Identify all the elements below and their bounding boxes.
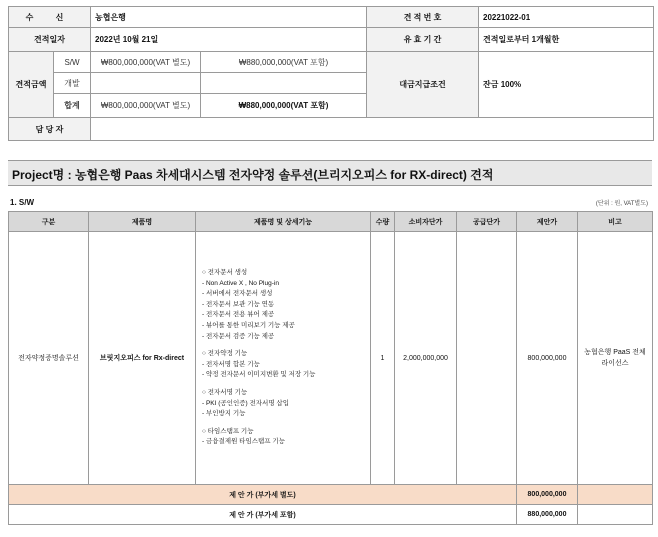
- manager-value: [91, 118, 654, 141]
- spec-group: [202, 268, 364, 342]
- quote-date-label: 견적일자: [9, 28, 91, 52]
- amount-dev-ex-vat: [91, 73, 201, 94]
- spec-group-title: ○ 전자서명 기능: [202, 388, 248, 396]
- validity-label: 유 효 기 간: [367, 28, 479, 52]
- col-header-note: 비고: [578, 212, 653, 232]
- recipient-value: 농협은행: [91, 7, 367, 28]
- project-title: Project명 : 농협은행 Paas 차세대시스템 전자약정 솔루션(브리지오피스 for RX-direct) 견적: [8, 160, 652, 186]
- col-header-proposal-price: 제안가: [517, 212, 578, 232]
- manager-label: 담 당 자: [9, 118, 91, 141]
- col-header-qty: 수량: [371, 212, 395, 232]
- row-consumer-price: 2,000,000,000: [395, 232, 457, 485]
- summary-row-ex-vat: [9, 485, 653, 505]
- payment-terms-value: 잔금 100%: [479, 52, 654, 118]
- row-product: 브릿지오피스 for Rx-direct: [89, 232, 196, 485]
- spec-item: - 약정 전자문서 이미지변환 및 저장 기능: [202, 371, 316, 379]
- spec-group-title: ○ 타임스탬프 기능: [202, 427, 254, 435]
- quote-number-label: 견 적 번 호: [367, 7, 479, 28]
- quote-detail-table: [8, 211, 653, 525]
- amount-row-total-label: 합계: [54, 94, 91, 118]
- spec-item: - 부인방지 기능: [202, 410, 246, 418]
- spec-group: [202, 388, 364, 420]
- table-row: [9, 232, 653, 485]
- col-header-category: 구분: [9, 212, 89, 232]
- amount-row-sw-label: S/W: [54, 52, 91, 73]
- spec-item: - PKI (공인인증) 전자서명 삽입: [202, 399, 289, 407]
- amount-total-ex-vat: ₩800,000,000(VAT 별도): [91, 94, 201, 118]
- recipient-label: 수 신: [9, 7, 91, 28]
- summary-value-ex-vat: 800,000,000: [517, 485, 578, 505]
- spec-item: - 서버에서 전자문서 생성: [202, 290, 273, 298]
- amount-sw-inc-vat: ₩880,000,000(VAT 포함): [201, 52, 367, 73]
- col-header-supply-price: 공급단가: [457, 212, 517, 232]
- row-spec-list: [196, 232, 371, 485]
- amount-total-inc-vat: ₩880,000,000(VAT 포함): [201, 94, 367, 118]
- spec-item: - 뷰어를 통한 미리보기 기능 제공: [202, 322, 295, 330]
- summary-label-inc-vat: 제 안 가 (부가세 포함): [9, 505, 517, 525]
- row-category: 전자약정증명솔루션: [9, 232, 89, 485]
- col-header-spec: 제품명 및 상세기능: [196, 212, 371, 232]
- amount-sw-ex-vat: ₩800,000,000(VAT 별도): [91, 52, 201, 73]
- summary-label-ex-vat: 제 안 가 (부가세 별도): [9, 485, 517, 505]
- spec-item: - 전자문서 검증 기능 제공: [202, 332, 275, 340]
- spec-item: - Non Active X , No Plug-in: [202, 279, 279, 287]
- col-header-product: 제품명: [89, 212, 196, 232]
- row-qty: 1: [371, 232, 395, 485]
- quote-date-value: 2022년 10월 21일: [91, 28, 367, 52]
- row-supply-price: [457, 232, 517, 485]
- spec-group-title: ○ 전자약정 기능: [202, 350, 248, 358]
- quote-amount-label: 견적금액: [9, 52, 54, 118]
- spec-item: - 전자서명 합본 기능: [202, 360, 260, 368]
- col-header-consumer-price: 소비자단가: [395, 212, 457, 232]
- quote-number-value: 20221022-01: [479, 7, 654, 28]
- summary-row-inc-vat: [9, 505, 653, 525]
- validity-value: 견적일로부터 1개월한: [479, 28, 654, 52]
- spec-item: - 금융결제원 타임스탬프 기능: [202, 438, 285, 446]
- spec-item: - 전자문서 보관 기능 연동: [202, 300, 275, 308]
- summary-note-inc-vat: [578, 505, 653, 525]
- section-title: 1. S/W: [10, 198, 35, 207]
- quote-info-table: [8, 6, 654, 141]
- summary-value-inc-vat: 880,000,000: [517, 505, 578, 525]
- amount-dev-inc-vat: [201, 73, 367, 94]
- row-proposal-price: 800,000,000: [517, 232, 578, 485]
- spec-group-title: ○ 전자문서 생성: [202, 269, 248, 277]
- summary-note-ex-vat: [578, 485, 653, 505]
- amount-row-dev-label: 개발: [54, 73, 91, 94]
- row-note: 농협은행 PaaS 전체 라이선스: [578, 232, 653, 485]
- spec-group: [202, 427, 364, 448]
- spec-group: [202, 349, 364, 381]
- payment-terms-label: 대금지급조건: [367, 52, 479, 118]
- spec-item: - 전자문서 전용 뷰어 제공: [202, 311, 275, 319]
- unit-note: (단위 : 원, VAT별도): [595, 201, 648, 207]
